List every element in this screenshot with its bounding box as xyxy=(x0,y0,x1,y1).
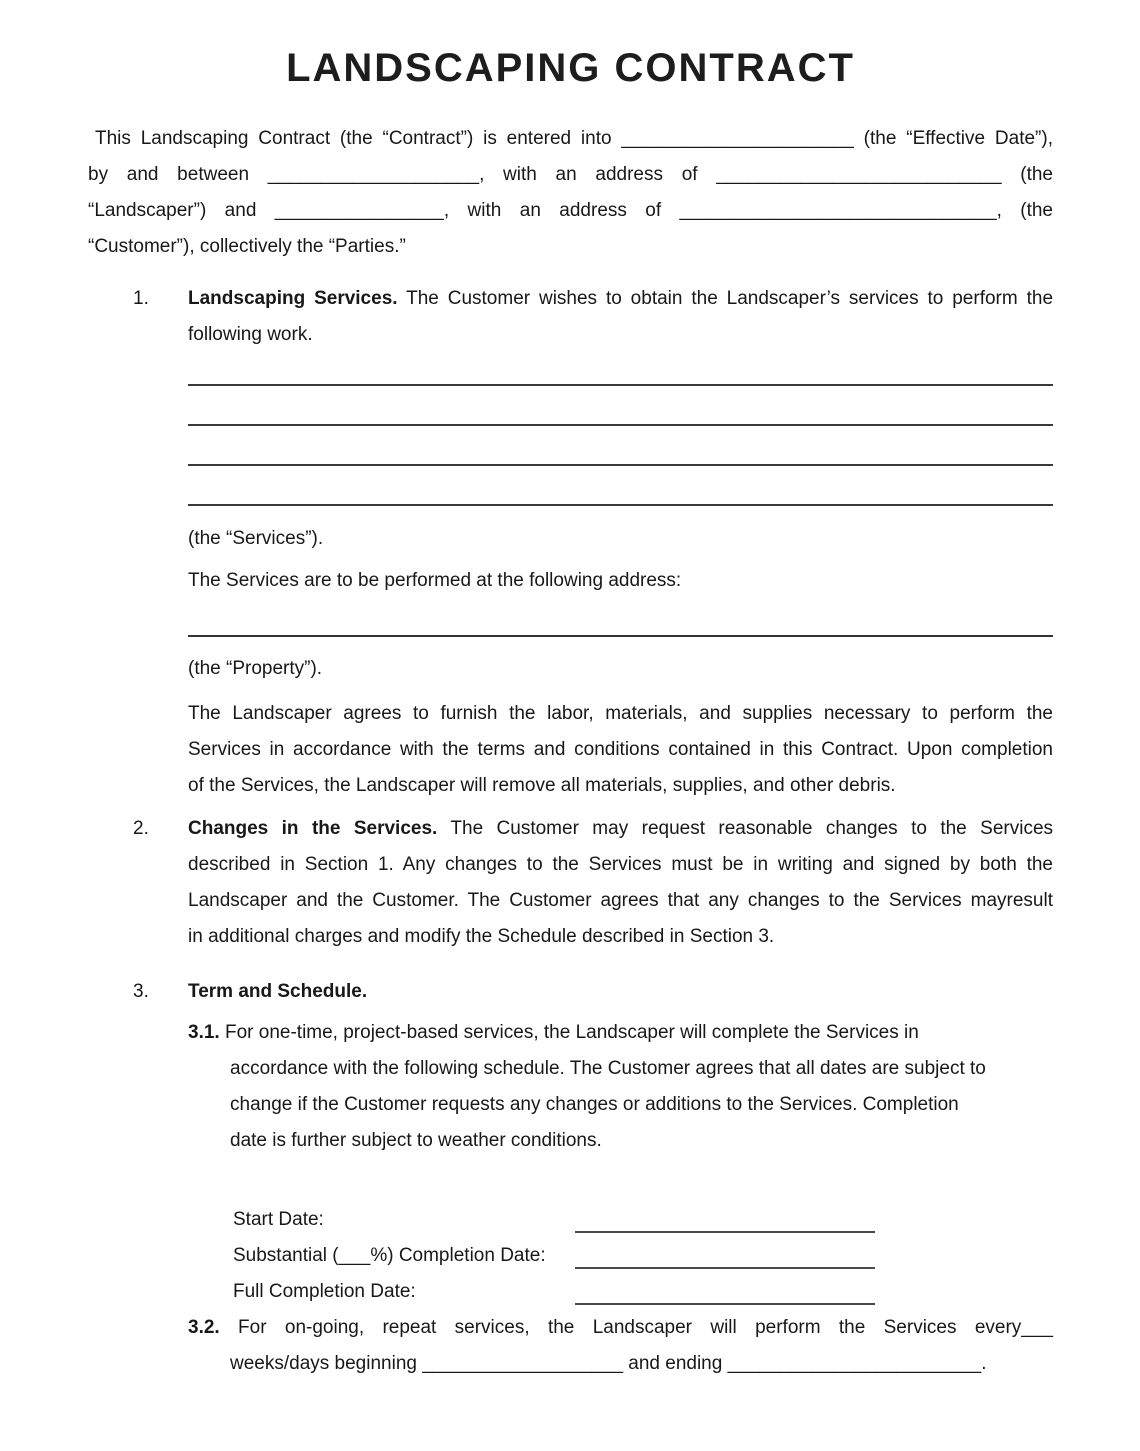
document-title: LANDSCAPING CONTRACT xyxy=(286,46,855,90)
subsection-3-2-line-2: weeks/days beginning ___________________ and ending ________________________. xyxy=(230,1353,987,1374)
section-2-heading: Changes in the Services. xyxy=(188,818,438,839)
subsection-3-2-number: 3.2. xyxy=(188,1317,220,1338)
section-2-line-4: in additional charges and modify the Schedule described in Section 3. xyxy=(188,926,775,947)
section-1-number: 1. xyxy=(133,288,149,309)
section-2-content xyxy=(188,811,1053,955)
intro-line-2: by and between ____________________, with an address of ___________________________ (the xyxy=(88,164,1053,185)
services-blank-line-1 xyxy=(188,384,1053,386)
intro-paragraph xyxy=(88,121,1053,265)
subsection-3-2-text: For on-going, repeat services, the Landscaper will perform the Services every___ xyxy=(219,1317,1053,1338)
address-intro: The Services are to be performed at the following address: xyxy=(188,570,682,591)
services-tag: (the “Services”). xyxy=(188,528,324,549)
intro-line-3: “Landscaper”) and ________________, with an address of ______________________________, (the xyxy=(88,200,1053,221)
obligations-line-2: Services in accordance with the terms and conditions contained in this Contract. Upon completion xyxy=(188,739,1053,760)
section-1-content xyxy=(188,281,1053,804)
section-1-line-2: following work. xyxy=(188,324,313,345)
full-completion-blank-line xyxy=(575,1303,875,1305)
subsection-3-1-line-3: change if the Customer requests any changes or additions to the Services. Completion xyxy=(230,1094,959,1115)
substantial-completion-row xyxy=(233,1238,1053,1274)
subsection-3-1-text: For one-time, project-based services, the Landscaper will complete the Services in xyxy=(219,1022,919,1043)
obligations-line-3: of the Services, the Landscaper will remove all materials, supplies, and other debris. xyxy=(188,775,896,796)
intro-line-4: “Customer”), collectively the “Parties.” xyxy=(88,236,406,257)
section-3-number: 3. xyxy=(133,981,149,1002)
full-completion-row xyxy=(233,1274,1053,1310)
section-3 xyxy=(88,974,1053,1382)
start-date-label: Start Date: xyxy=(233,1209,324,1230)
section-2-line-3: Landscaper and the Customer. The Customer agrees that any changes to the Services mayresult xyxy=(188,890,1053,911)
obligations-line-1: The Landscaper agrees to furnish the labor, materials, and supplies necessary to perform the xyxy=(188,703,1053,724)
subsection-3-1-line-1 xyxy=(188,1015,1053,1051)
substantial-completion-label: Substantial (___%) Completion Date: xyxy=(233,1245,546,1266)
section-2 xyxy=(88,811,1053,955)
section-1-text: The Customer wishes to obtain the Landscaper’s services to perform the xyxy=(397,288,1054,309)
section-2-line-2: described in Section 1. Any changes to the Services must be in writing and signed by both the xyxy=(188,854,1053,875)
subsection-3-1-number: 3.1. xyxy=(188,1022,220,1043)
section-1-line-1 xyxy=(188,281,1053,317)
property-tag: (the “Property”). xyxy=(188,658,323,679)
subsection-3-1-line-4: date is further subject to weather conditions. xyxy=(230,1130,602,1151)
subsection-3-2 xyxy=(188,1310,1053,1382)
section-3-content xyxy=(188,974,1053,1382)
services-blank-line-4 xyxy=(188,504,1053,506)
address-blank-line xyxy=(188,635,1053,637)
start-date-blank-line xyxy=(575,1231,875,1233)
services-blank-line-3 xyxy=(188,464,1053,466)
section-2-line-1 xyxy=(188,811,1053,847)
section-2-number: 2. xyxy=(133,818,149,839)
substantial-completion-blank-line xyxy=(575,1267,875,1269)
schedule-block xyxy=(188,1202,1053,1310)
full-completion-label: Full Completion Date: xyxy=(233,1281,416,1302)
section-3-line-1 xyxy=(188,974,1053,1010)
intro-line-1: This Landscaping Contract (the “Contract”) is entered into ______________________ (the “Effective Date”), xyxy=(95,128,1053,149)
services-blank-line-2 xyxy=(188,424,1053,426)
section-2-text: The Customer may request reasonable changes to the Services xyxy=(437,818,1054,839)
subsection-3-1 xyxy=(188,1015,1053,1159)
section-1-heading: Landscaping Services. xyxy=(188,288,398,309)
start-date-row xyxy=(233,1202,1053,1238)
landscaper-obligations-paragraph xyxy=(188,696,1053,804)
section-1 xyxy=(88,281,1053,804)
subsection-3-2-line-1 xyxy=(188,1310,1053,1346)
section-3-heading: Term and Schedule. xyxy=(188,981,368,1002)
subsection-3-1-line-2: accordance with the following schedule. The Customer agrees that all dates are subject to xyxy=(230,1058,986,1079)
services-blank-lines xyxy=(188,384,1053,506)
